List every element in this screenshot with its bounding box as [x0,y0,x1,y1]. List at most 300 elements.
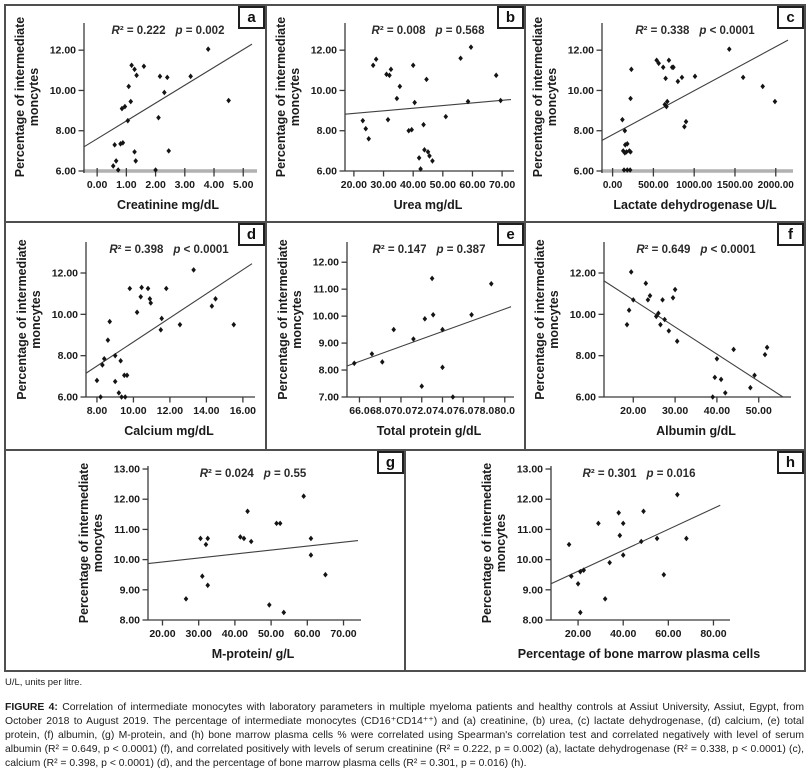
trend-line [86,264,252,374]
data-point [682,124,687,130]
data-point [132,149,137,155]
data-point [164,286,169,292]
y-axis-label: Percentage of intermediate [531,16,545,178]
data-point [142,63,147,69]
svg-text:8.00: 8.00 [522,614,543,627]
svg-text:80.00: 80.00 [700,628,727,640]
svg-text:12.00: 12.00 [113,493,140,506]
stats-label: R² = 0.301 p = 0.016 [582,468,696,480]
svg-text:66.0: 66.0 [349,405,370,417]
svg-text:30.00: 30.00 [370,179,397,191]
data-point [158,74,163,80]
data-point [113,379,118,385]
data-point [184,596,189,602]
svg-text:11.00: 11.00 [114,523,140,536]
svg-text:6.00: 6.00 [55,165,76,178]
data-point [309,536,314,542]
svg-text:70.00: 70.00 [330,628,357,640]
svg-text:9.00: 9.00 [318,337,339,350]
y-axis-label: Percentage of intermediate [13,16,27,178]
panel-row-2 [6,223,804,451]
svg-text:8.00: 8.00 [573,125,594,138]
data-point [431,312,436,318]
data-point [391,327,396,333]
svg-text:13.00: 13.00 [516,463,543,476]
data-points [184,493,328,615]
tick-labels [570,268,772,418]
data-point [134,73,139,79]
svg-text:500.00: 500.00 [638,180,669,191]
x-axis-label: Lactate dehydrogenase U/L [613,198,777,212]
svg-text:8.00: 8.00 [316,125,337,138]
svg-text:12.00: 12.00 [567,44,594,57]
y-axis-label: moncytes [29,290,43,349]
scatter-plot-c [526,6,804,221]
svg-text:20.00: 20.00 [620,405,647,417]
data-point [675,492,680,498]
svg-text:40.00: 40.00 [400,179,427,191]
panel-c [526,6,804,221]
svg-text:8.00: 8.00 [119,614,140,627]
svg-text:80.0: 80.0 [494,405,515,417]
svg-text:10.00: 10.00 [310,84,337,97]
svg-text:10.00: 10.00 [51,308,78,321]
y-axis-label: Percentage of intermediate [15,239,29,400]
trend-line [602,40,788,140]
svg-text:9.00: 9.00 [522,584,543,597]
svg-text:78.0: 78.0 [473,405,495,417]
panel-a [6,6,267,221]
trend-line [347,307,511,366]
svg-text:1.00: 1.00 [116,179,137,191]
svg-text:50.00: 50.00 [257,628,285,640]
data-point [741,75,746,81]
trend-line [148,541,358,564]
data-points [567,492,689,615]
stats-label: R² = 0.222 p = 0.002 [111,25,225,37]
data-points [352,276,494,400]
data-point [676,79,681,85]
data-point [629,269,634,275]
data-point [723,390,728,396]
svg-text:40.00: 40.00 [703,405,731,417]
scatter-plot-e [267,223,524,449]
data-point [620,117,625,123]
data-point [210,303,215,309]
data-point [138,294,143,300]
data-point [607,560,612,566]
svg-text:12.00: 12.00 [312,256,339,269]
panel-row-1 [6,6,804,223]
data-point [95,378,100,384]
svg-text:72.0: 72.0 [411,405,432,417]
data-point [641,508,646,514]
svg-text:60.00: 60.00 [459,179,486,191]
svg-text:2000.00: 2000.00 [757,180,794,191]
x-axis-label: Creatinine mg/dL [116,198,220,212]
svg-text:10.00: 10.00 [516,554,543,567]
x-axis-label: Percentage of bone marrow plasma cells [517,647,761,661]
y-axis-label: Percentage of intermediate [480,462,494,624]
x-axis-label: Calcium mg/dL [124,424,214,438]
svg-text:10.00: 10.00 [49,84,76,97]
data-point [159,316,164,322]
data-point [162,90,167,96]
svg-text:6.00: 6.00 [57,391,78,404]
y-axis-label: Percentage of intermediate [77,462,91,624]
data-point [114,158,119,164]
svg-text:8.00: 8.00 [55,125,76,138]
y-axis-label: moncytes [290,290,304,349]
panel-letter-f: f [777,223,804,246]
svg-text:74.0: 74.0 [432,405,453,417]
scatter-plot-a [6,6,265,221]
data-point [107,319,112,325]
y-axis-label: moncytes [27,67,41,127]
data-point [360,118,365,124]
data-point [386,117,391,123]
data-points [111,46,231,172]
data-point [123,394,128,400]
x-axis-label: Urea mg/dL [393,198,463,212]
data-point [596,521,601,527]
data-point [661,64,666,70]
data-point [226,98,231,104]
data-point [684,536,689,542]
data-point [713,375,718,381]
data-point [366,136,371,142]
data-point [178,322,183,328]
y-axis-label: moncytes [288,67,302,127]
data-point [417,155,422,161]
svg-text:2.00: 2.00 [145,179,166,191]
data-point [118,358,123,364]
axes [81,242,256,403]
stats-label: R² = 0.649 p < 0.0001 [636,244,756,256]
data-point [158,327,163,333]
data-point [191,267,196,273]
svg-text:12.00: 12.00 [51,267,78,280]
data-point [281,610,286,616]
tick-labels [114,464,357,640]
data-point [603,596,608,602]
panel-g [6,451,406,670]
data-point [204,542,209,548]
svg-text:6.00: 6.00 [575,391,596,404]
svg-text:8.00: 8.00 [318,364,339,377]
data-point [639,539,644,545]
axes [143,466,362,626]
svg-text:20.00: 20.00 [340,179,368,191]
data-point [127,286,132,292]
panel-letter-h: h [777,451,804,474]
data-point [111,163,116,169]
panel-letter-b: b [497,6,524,29]
data-point [469,44,474,50]
panel-letter-a: a [238,6,265,29]
data-point [395,96,400,102]
svg-text:8.00: 8.00 [575,350,596,363]
data-point [249,539,254,545]
y-axis-label: moncytes [91,513,105,573]
data-point [323,572,328,578]
data-point [673,287,678,293]
data-point [675,338,680,344]
data-point [412,100,417,106]
figure-caption-body: Correlation of intermediate monocytes with laboratory parameters in multiple myeloma patients and healthy controls at Assiut University, Assiut, Egypt, from October 2018 to August 2019. The percentage of intermediate monocytes (CD16⁺CD14⁺⁺) and (a) creatinine, (b) urea, (c) lactate dehydrogenase, (d) calcium, (e) total protein, (f) albumin, (g) M-protein, and (h) bone marrow plasma cells % were correlated using Spearman's correlation test and correlated negatively with level of serum albumin (R² = 0.649, p < 0.0001) (f), and correlated positively with levels of serum creatinine (R² = 0.222, p = 0.002) (a), lactate dehydrogenase (R² = 0.338, p < 0.0001) (c), calcium (R² = 0.398, p < 0.0001) (d), and the percentage of bone marrow plasma cells (R² = 0.301, p = 0.016) (h). [5,702,804,769]
data-point [421,122,426,128]
data-point [458,55,463,61]
figure-4-panel-grid [4,4,806,672]
svg-text:60.00: 60.00 [655,628,682,640]
data-point [267,602,272,608]
data-point [616,510,621,516]
data-point [644,281,649,287]
svg-text:12.00: 12.00 [310,44,337,57]
svg-text:70.0: 70.0 [390,405,412,417]
data-points [620,46,777,172]
svg-text:76.0: 76.0 [453,405,474,417]
data-points [625,269,770,400]
data-point [618,533,623,539]
svg-text:1500.00: 1500.00 [716,180,754,191]
data-point [98,394,103,400]
data-point [188,74,193,80]
svg-text:30.00: 30.00 [185,628,212,640]
data-point [567,542,572,548]
data-point [148,300,153,306]
panel-b [267,6,526,221]
svg-text:30.00: 30.00 [661,405,689,417]
data-point [569,573,574,579]
data-point [498,98,503,104]
data-point [419,383,424,389]
y-axis-label: moncytes [494,513,508,573]
panel-letter-d: d [238,223,265,246]
data-point [380,359,385,365]
data-point [631,297,636,303]
svg-text:12.00: 12.00 [156,405,184,417]
data-point [715,356,720,362]
panel-letter-c: c [777,6,804,29]
data-point [727,46,732,52]
data-point [440,365,445,371]
svg-text:68.0: 68.0 [369,405,391,417]
units-footnote: U/L, units per litre. [5,677,83,688]
data-point [371,62,376,68]
svg-text:60.00: 60.00 [294,628,321,640]
data-point [112,142,117,148]
data-point [126,84,131,90]
data-point [625,322,630,328]
data-point [731,347,736,353]
data-point [398,84,403,90]
svg-text:11.00: 11.00 [517,523,543,536]
data-points [360,44,502,171]
svg-text:10.00: 10.00 [567,84,594,97]
scatter-plot-b [267,6,524,221]
svg-text:0.00: 0.00 [602,180,623,191]
svg-text:8.00: 8.00 [86,405,108,417]
svg-text:20.00: 20.00 [149,628,176,640]
data-point [684,119,689,125]
data-point [660,297,665,303]
data-point [658,322,663,328]
svg-text:40.00: 40.00 [221,628,249,640]
data-point [710,394,715,400]
data-point [245,508,250,514]
svg-text:10.00: 10.00 [120,405,147,417]
panel-d [6,223,267,449]
data-point [667,328,672,334]
data-point [231,322,236,328]
x-axis-label: Total protein g/dL [376,424,482,438]
scatter-plot-f [526,223,804,449]
data-points [95,267,236,400]
axes [546,466,731,626]
data-point [205,582,210,588]
data-point [132,67,137,73]
data-point [117,390,122,396]
data-point [424,77,429,83]
data-point [148,296,153,302]
data-point [773,99,778,105]
svg-text:14.00: 14.00 [193,405,220,417]
panel-row-3 [6,451,804,670]
tick-labels [517,464,727,640]
axes [342,242,515,403]
svg-text:20.00: 20.00 [564,628,592,640]
svg-text:9.00: 9.00 [119,584,140,597]
y-axis-label: Percentage of intermediate [276,239,290,400]
stats-label: R² = 0.147 p = 0.387 [372,244,486,256]
data-point [113,353,118,359]
data-point [139,285,144,291]
data-point [748,385,753,391]
data-point [135,309,140,315]
data-point [655,536,660,542]
svg-text:50.00: 50.00 [429,179,456,191]
svg-text:12.00: 12.00 [516,493,543,506]
data-point [576,581,581,587]
y-axis-label: moncytes [547,290,561,349]
y-axis-label: moncytes [545,67,559,127]
data-point [627,307,632,313]
data-point [489,281,494,287]
data-point [133,158,138,164]
data-point [693,74,698,80]
trend-line [84,44,252,147]
panel-h [406,451,804,670]
data-point [213,296,218,302]
scatter-plot-d [6,223,265,449]
data-point [106,337,111,343]
x-axis-label: M-protein/ g/L [211,647,295,661]
y-axis-label: Percentage of intermediate [533,239,547,400]
stats-label: R² = 0.398 p < 0.0001 [109,244,229,256]
scatter-plot-g [6,451,404,670]
stats-label: R² = 0.338 p < 0.0001 [635,25,755,37]
data-point [663,76,668,82]
data-point [621,552,626,558]
figure-caption [5,701,804,770]
trend-line [551,505,720,584]
data-point [309,552,314,558]
data-point [389,67,394,73]
data-point [128,99,133,105]
svg-text:6.00: 6.00 [573,165,594,178]
trend-line [345,100,511,115]
svg-text:8.00: 8.00 [57,350,78,363]
y-axis-label: Percentage of intermediate [274,16,288,178]
data-point [129,62,134,68]
data-point [200,573,205,579]
panel-e [267,223,526,449]
svg-text:1000.00: 1000.00 [676,180,713,191]
axes [340,23,515,177]
stats-label: R² = 0.024 p = 0.55 [199,468,307,480]
data-point [760,84,765,90]
data-point [146,286,151,292]
figure-caption-label: FIGURE 4: [5,702,58,714]
data-point [363,126,368,132]
data-point [763,352,768,358]
data-point [352,361,357,367]
svg-text:10.00: 10.00 [113,554,140,567]
data-point [205,536,210,542]
tick-labels [50,45,254,191]
data-point [628,96,633,102]
data-point [765,345,770,351]
data-point [165,75,170,81]
svg-text:6.00: 6.00 [316,165,337,178]
data-point [578,610,583,616]
data-point [662,572,667,578]
data-point [443,114,448,120]
svg-text:10.00: 10.00 [312,310,339,323]
data-point [451,394,456,400]
data-point [374,56,379,62]
svg-text:50.00: 50.00 [745,405,772,417]
data-point [494,73,499,79]
data-point [198,536,203,542]
tick-labels [52,268,256,418]
data-point [206,46,211,52]
data-point [621,521,626,527]
data-point [423,316,428,322]
svg-text:13.00: 13.00 [113,463,140,476]
data-point [680,75,685,81]
stats-label: R² = 0.008 p = 0.568 [371,25,485,37]
panel-letter-g: g [377,451,404,474]
panel-f [526,223,804,449]
data-point [242,536,247,542]
svg-text:4.00: 4.00 [203,179,225,191]
data-point [278,521,283,527]
panel-letter-e: e [497,223,524,246]
svg-text:3.00: 3.00 [174,179,196,191]
data-point [411,62,416,68]
data-point [430,158,435,164]
svg-text:11.00: 11.00 [313,283,339,296]
data-point [238,534,243,540]
axes [599,242,792,403]
svg-text:12.00: 12.00 [569,267,596,280]
data-point [719,377,724,383]
data-point [629,67,634,73]
svg-text:5.00: 5.00 [233,179,254,191]
data-point [125,373,130,379]
